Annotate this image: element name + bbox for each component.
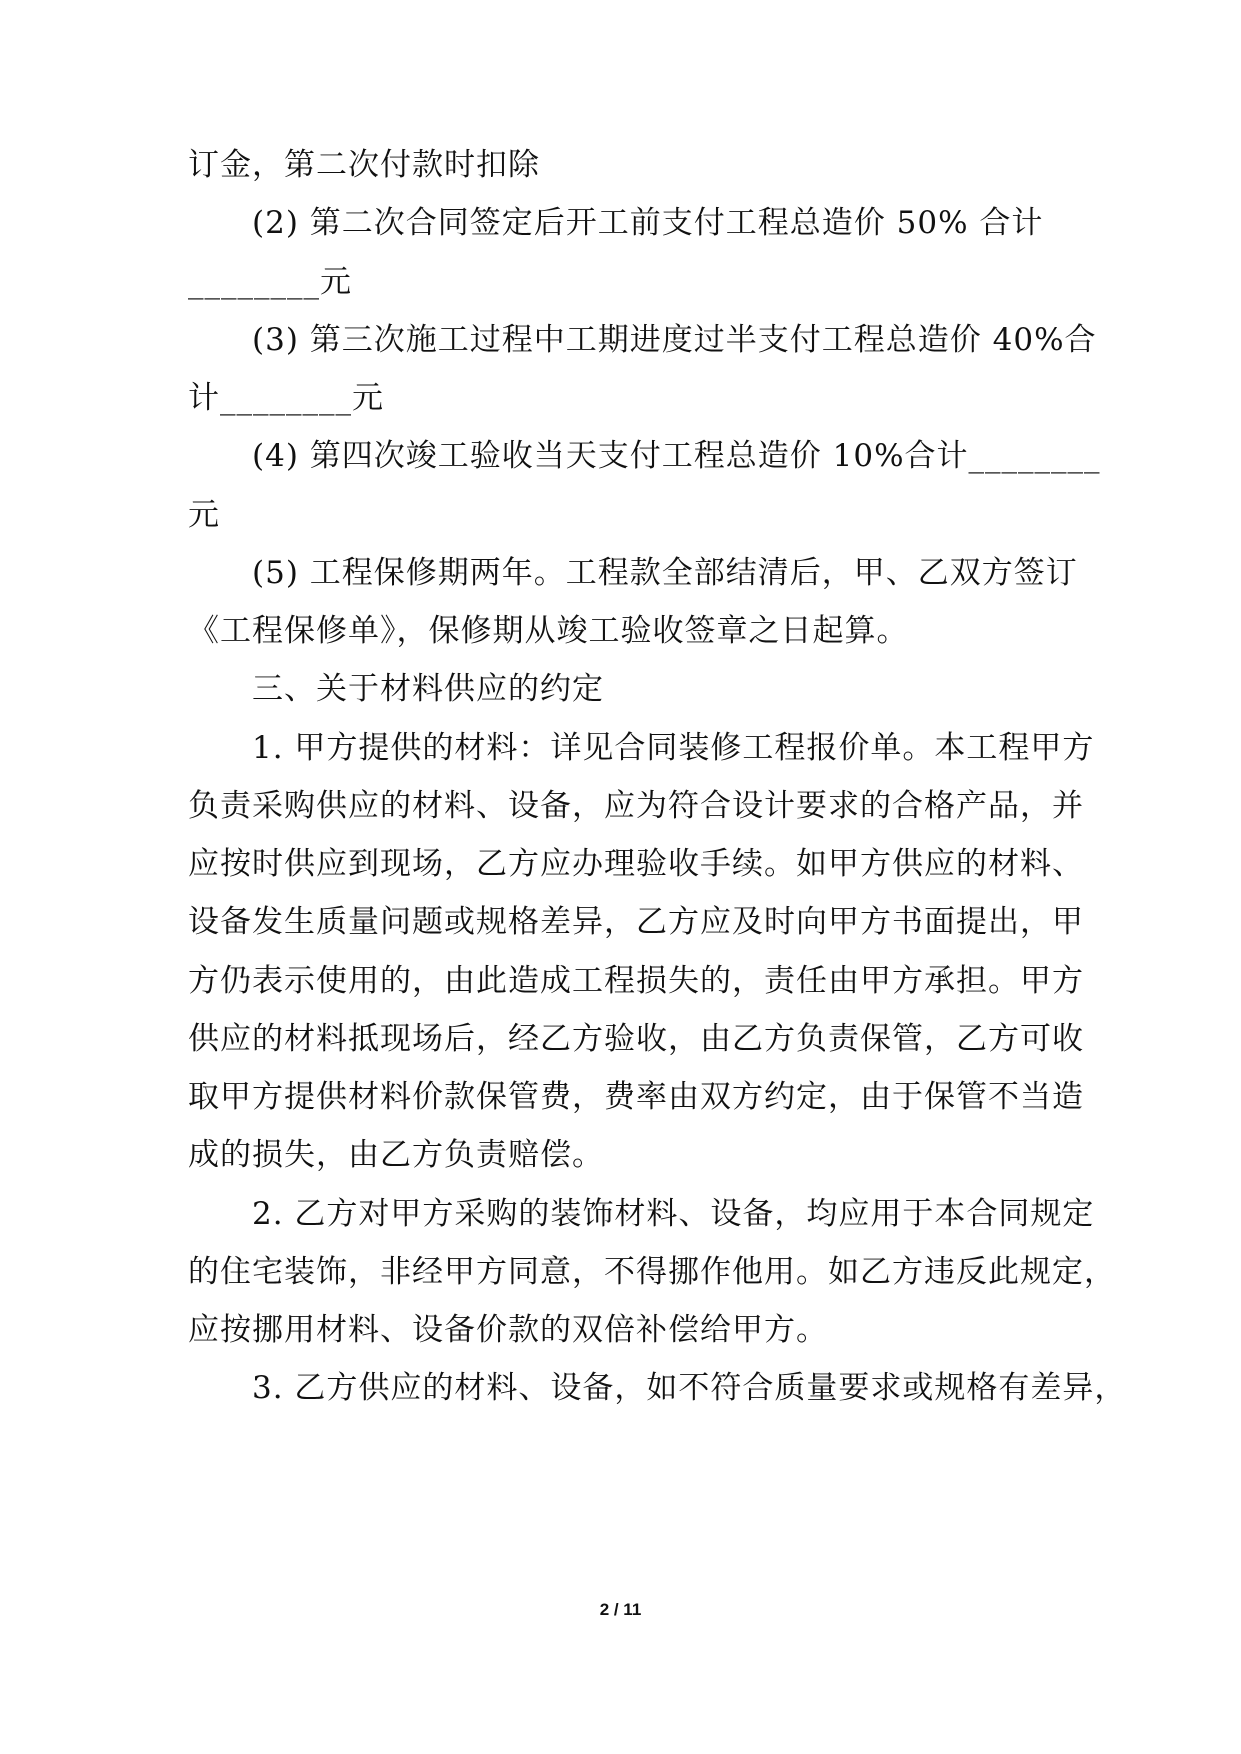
warranty-item-5: (5) 工程保修期两年。工程款全部结清后，甲、乙双方签订 [252, 555, 1078, 591]
text-line: 应按时供应到现场，乙方应办理验收手续。如甲方供应的材料、 [188, 846, 1084, 882]
text-line: 订金，第二次付款时扣除 [188, 147, 540, 183]
text-line: 的住宅装饰，非经甲方同意，不得挪作他用。如乙方违反此规定， [188, 1254, 1116, 1290]
section-heading: 三、关于材料供应的约定 [252, 671, 604, 707]
text-line: 元 [188, 497, 220, 533]
clause-3: 3. 乙方供应的材料、设备，如不符合质量要求或规格有差异， [252, 1370, 1127, 1406]
text-line: 成的损失，由乙方负责赔偿。 [188, 1137, 604, 1173]
payment-item-2: (2) 第二次合同签定后开工前支付工程总造价 50% 合计 [252, 205, 1044, 241]
payment-item-4: (4) 第四次竣工验收当天支付工程总造价 10%合计________ [252, 438, 1101, 474]
text-line: ________元 [188, 264, 352, 300]
page-number: 2 / 11 [599, 1600, 642, 1619]
text-line: 取甲方提供材料价款保管费，费率由双方约定，由于保管不当造 [188, 1079, 1084, 1115]
text-line: 《工程保修单》，保修期从竣工验收签章之日起算。 [188, 613, 909, 649]
text-line: 负责采购供应的材料、设备，应为符合设计要求的合格产品，并 [188, 788, 1084, 824]
clause-1: 1. 甲方提供的材料：详见合同装修工程报价单。本工程甲方 [252, 730, 1095, 766]
text-line: 设备发生质量问题或规格差异，乙方应及时向甲方书面提出，甲 [188, 904, 1084, 940]
clause-2: 2. 乙方对甲方采购的装饰材料、设备，均应用于本合同规定 [252, 1196, 1095, 1232]
text-line: 供应的材料抵现场后，经乙方验收，由乙方负责保管，乙方可收 [188, 1021, 1084, 1057]
text-line: 应按挪用材料、设备价款的双倍补偿给甲方。 [188, 1312, 828, 1348]
text-line: 方仍表示使用的，由此造成工程损失的，责任由甲方承担。甲方 [188, 963, 1084, 999]
text-line: 计________元 [188, 380, 384, 416]
payment-item-3: (3) 第三次施工过程中工期进度过半支付工程总造价 40%合 [252, 322, 1097, 358]
